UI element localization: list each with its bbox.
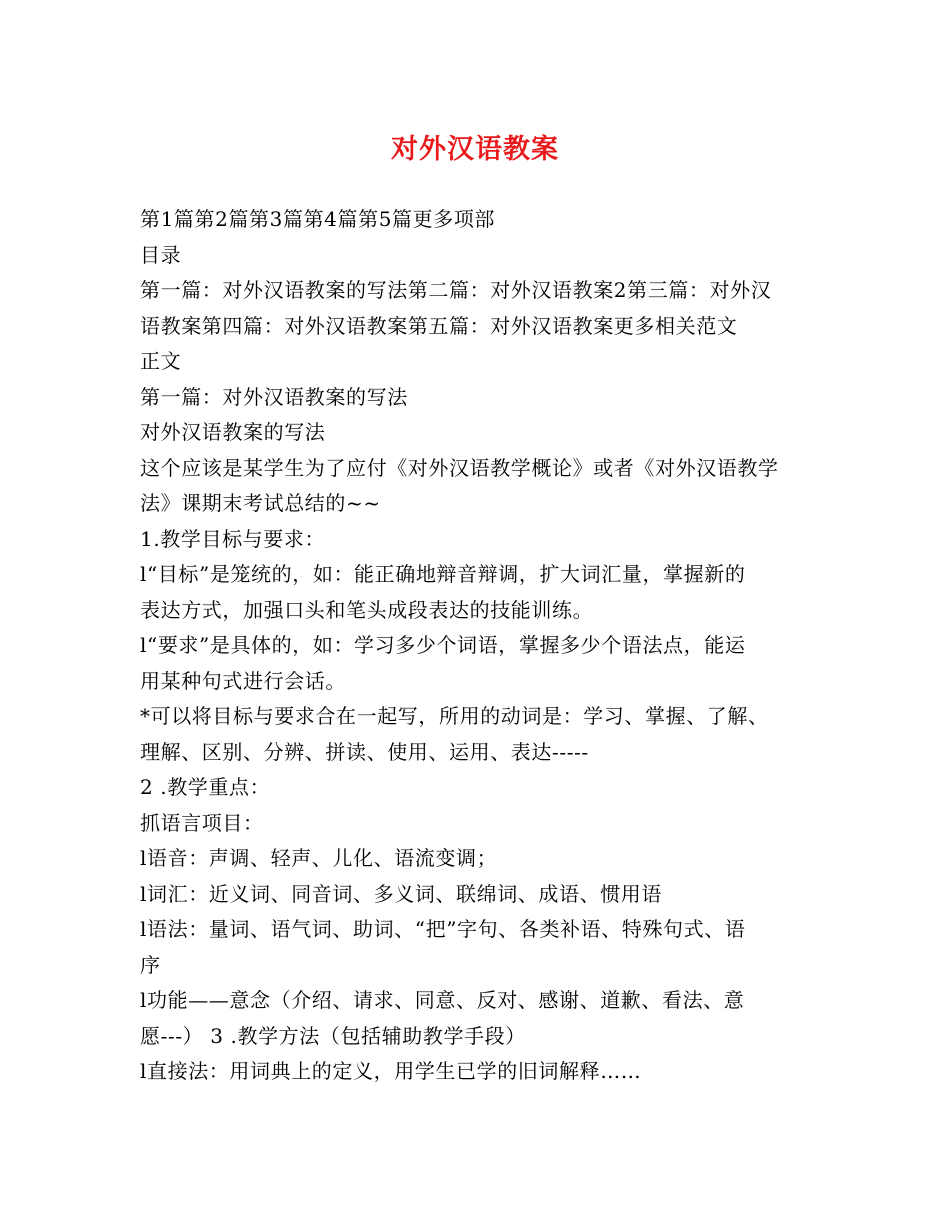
text-line: 用某种句式进行会话。 <box>140 668 346 693</box>
text-line: 表达方式，加强口头和笔头成段表达的技能训练。 <box>140 597 594 622</box>
text-line: 1.教学目标与要求： <box>140 526 326 551</box>
text-line: l“要求”是具体的，如：学习多少个词语，掌握多少个语法点，能运 <box>140 633 746 657</box>
text-line: 第一篇：对外汉语教案的写法第二篇：对外汉语教案2第三篇：对外汉 <box>140 278 772 302</box>
text-line: l直接法：用词典上的定义，用学生已学的旧词解释…… <box>140 1059 642 1083</box>
text-line: *可以将目标与要求合在一起写，所用的动词是：学习、掌握、了解、 <box>140 704 769 728</box>
text-line: 法》课期末考试总结的~~ <box>140 491 381 515</box>
text-line: l语音：声调、轻声、儿化、语流变调； <box>140 846 498 870</box>
document-title: 对外汉语教案 <box>391 134 559 165</box>
text-line: 序 <box>140 952 161 977</box>
text-line: l词汇：近义词、同音词、多义词、联绵词、成语、惯用语 <box>140 881 662 906</box>
text-line: 对外汉语教案的写法 <box>140 420 326 444</box>
document-body <box>140 202 815 1090</box>
text-line: 愿---） 3 .教学方法（包括辅助教学手段） <box>140 1023 526 1048</box>
text-line: 第一篇：对外汉语教案的写法 <box>140 384 408 409</box>
text-line: 第1篇第2篇第3篇第4篇第5篇更多项部 <box>140 207 496 231</box>
text-line: 抓语言项目： <box>140 810 264 835</box>
text-line: l功能——意念（介绍、请求、同意、反对、感谢、道歉、看法、意 <box>140 988 745 1012</box>
text-line: 理解、区别、分辨、拼读、使用、运用、表达----- <box>140 739 589 764</box>
text-line: 语教案第四篇：对外汉语教案第五篇：对外汉语教案更多相关范文 <box>140 313 738 338</box>
text-line: 正文 <box>140 349 182 373</box>
text-line: 这个应该是某学生为了应付《对外汉语教学概论》或者《对外汉语教学 <box>140 455 779 480</box>
text-line: 2 .教学重点： <box>140 775 271 799</box>
text-line: l“目标”是笼统的，如：能正确地辩音辩调，扩大词汇量，掌握新的 <box>140 562 746 586</box>
text-line: 目录 <box>140 242 182 267</box>
text-line: l语法：量词、语气词、助词、“把”字句、各类补语、特殊句式、语 <box>140 917 746 941</box>
